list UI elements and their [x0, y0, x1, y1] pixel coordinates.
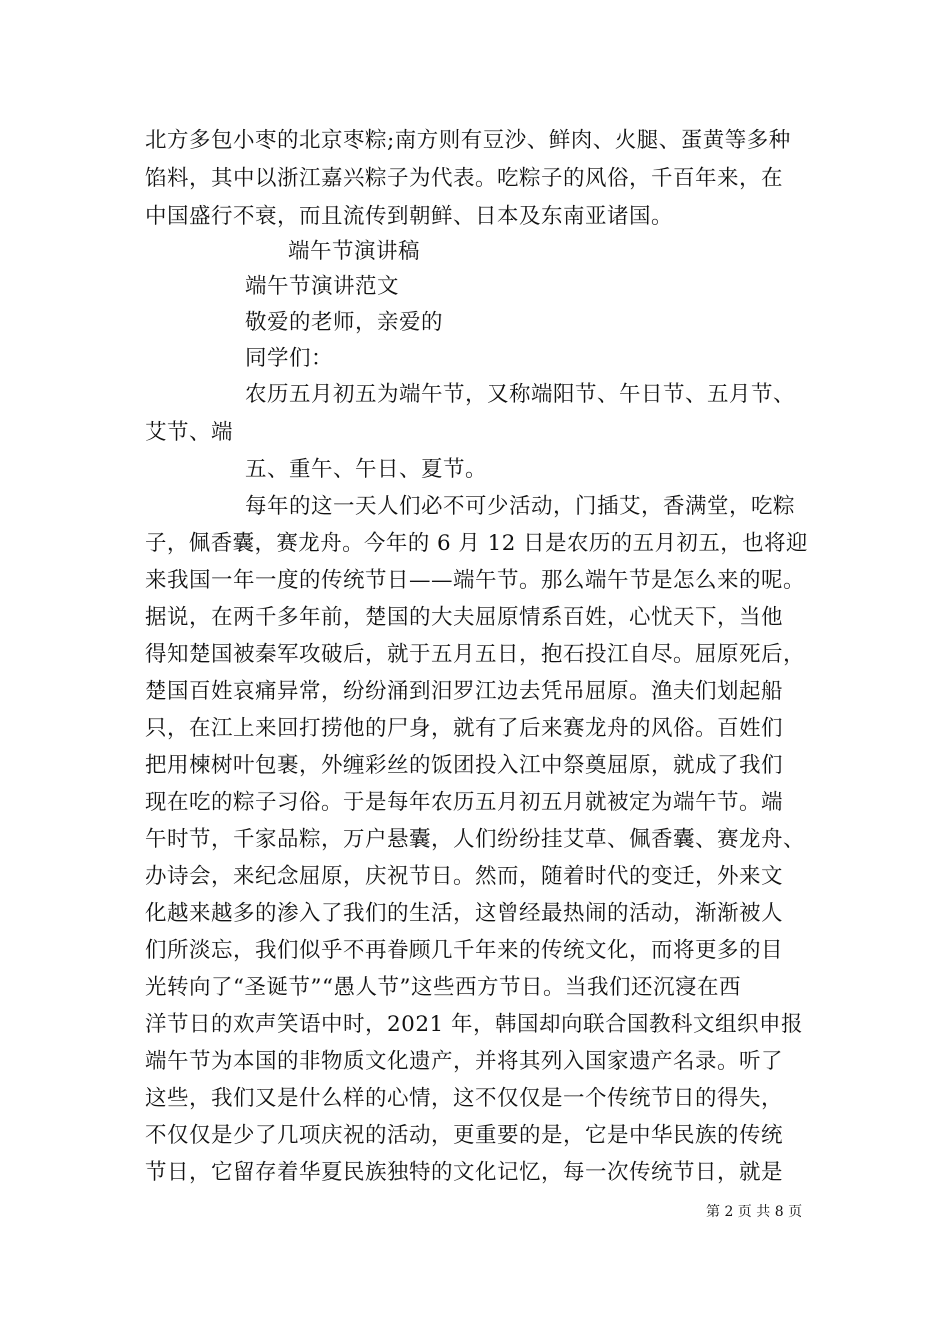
paragraph-line: 现在吃的粽子习俗。于是每年农历五月初五月就被定为端午节。端: [145, 790, 784, 815]
paragraph-line: 只，在江上来回打捞他的尸身，就有了后来赛龙舟的风俗。百姓们: [145, 716, 784, 741]
paragraph-line: 来我国一年一度的传统节日——端午节。那么端午节是怎么来的呢。: [145, 568, 806, 593]
paragraph-line: 把用楝树叶包裹，外缠彩丝的饭团投入江中祭奠屈原，就成了我们: [145, 753, 784, 778]
paragraph-line: 据说，在两千多年前，楚国的大夫屈原情系百姓，心忧天下，当他: [145, 605, 784, 630]
paragraph-line: 光转向了“圣诞节”“愚人节”这些西方节日。当我们还沉寖在西: [145, 975, 741, 1000]
paragraph-line: 这些，我们又是什么样的心情，这不仅仅是一个传统节日的得失，: [145, 1086, 784, 1111]
paragraph-line: 化越来越多的渗入了我们的生活，这曾经最热闹的活动，渐渐被人: [145, 901, 784, 926]
paragraph-line: 洋节日的欢声笑语中时，2021 年，韩国却向联合国教科文组织申报: [145, 1012, 804, 1037]
paragraph-line: 端午节为本国的非物质文化遗产，并将其列入国家遗产名录。听了: [145, 1049, 784, 1074]
paragraph-line: 每年的这一天人们必不可少活动，门插艾，香满堂，吃粽: [245, 494, 796, 519]
greeting-line: 敬爱的老师，亲爱的: [245, 310, 444, 335]
greeting-line: 同学们：: [245, 346, 334, 371]
paragraph-line: 们所淡忘，我们似乎不再眷顾几千年来的传统文化，而将更多的目: [145, 938, 784, 963]
speech-title: 端午节演讲稿: [288, 239, 421, 264]
paragraph-line: 办诗会，来纪念屈原，庆祝节日。然而，随着时代的变迁，外来文: [145, 864, 784, 889]
intro-line: 北方多包小枣的北京枣粽;南方则有豆沙、鲜肉、火腿、蛋黄等多种: [145, 128, 791, 153]
intro-line: 中国盛行不衰，而且流传到朝鲜、日本及东南亚诸国。: [145, 204, 674, 229]
paragraph-line: 农历五月初五为端午节，又称端阳节、午日节、五月节、: [245, 382, 796, 407]
paragraph-line: 楚国百姓哀痛异常，纷纷涌到汨罗江边去凭吊屈原。渔夫们划起船: [145, 679, 784, 704]
paragraph-line: 节日，它留存着华夏民族独特的文化记忆，每一次传统节日，就是: [145, 1160, 784, 1185]
speech-subtitle: 端午节演讲范文: [245, 274, 400, 299]
paragraph-line: 五、重午、午日、夏节。: [245, 457, 488, 482]
intro-line: 馅料，其中以浙江嘉兴粽子为代表。吃粽子的风俗，千百年来，在: [145, 166, 784, 191]
paragraph-line: 午时节，千家品粽，万户悬囊，人们纷纷挂艾草、佩香囊、赛龙舟、: [145, 827, 806, 852]
paragraph-line: 不仅仅是少了几项庆祝的活动，更重要的是，它是中华民族的传统: [145, 1123, 784, 1148]
paragraph-line: 得知楚国被秦军攻破后，就于五月五日，抱石投江自尽。屈原死后，: [145, 642, 806, 667]
paragraph-line: 子，佩香囊，赛龙舟。今年的 6 月 12 日是农历的五月初五，也将迎: [145, 531, 808, 556]
page-number-footer: 第 2 页 共 8 页: [706, 1204, 803, 1220]
paragraph-line: 艾节、端: [145, 420, 234, 445]
